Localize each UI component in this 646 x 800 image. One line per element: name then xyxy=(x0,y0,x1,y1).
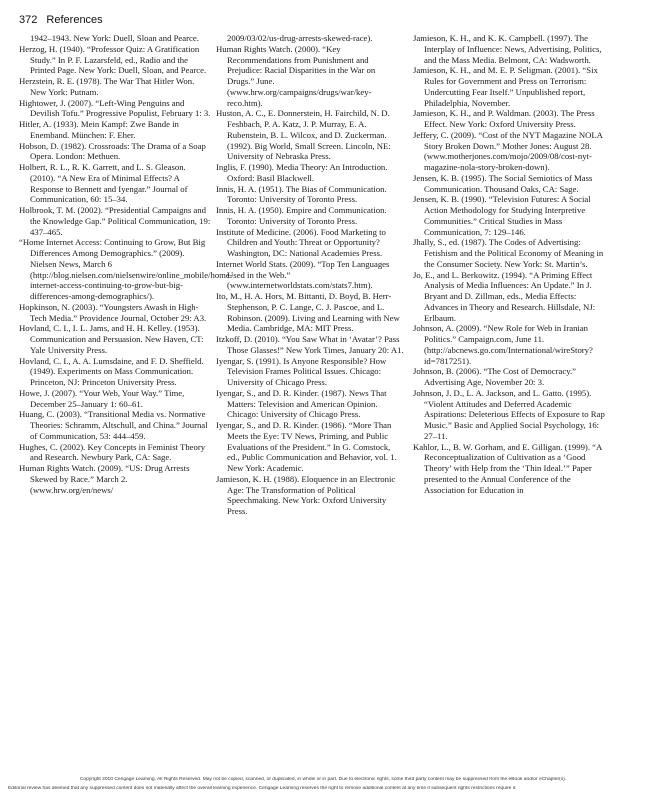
reference-entry: Jamieson, K. H., and K. K. Campbell. (1997). The Interplay of Influence: News, Advertising, Politics, and the Mass Media. Belmont, CA: Wadsworth. xyxy=(413,33,602,65)
reference-entry: Jamieson, K. H., and M. E. P. Seligman. (2001). “Six Rules for Government and Press on Terrorism: Undercutting Fear Itself.” Unpublished report, Philadelphia, November. xyxy=(413,65,598,108)
reference-entry: Jamieson, K. H., and P. Waldman. (2003). The Press Effect. New York: Oxford University Press. xyxy=(413,108,595,129)
reference-column-2 xyxy=(216,33,404,517)
reference-entry: Jensen, K. B. (1990). “Television Futures: A Social Action Methodology for Studying Interpretive Communities.” Critical Studies in Mass Communication, 7: 129–146. xyxy=(413,194,591,237)
reference-entry: Hobson, D. (1982). Crossroads: The Drama of a Soap Opera. London: Methuen. xyxy=(19,140,206,162)
reference-entry: Iyengar, S., and D. R. Kinder. (1986). “More Than Meets the Eye: TV News, Priming, and Public Evaluations of the President.” In G. Comstock, ed., Public Communication and Behavior, vol. 1. New York: Academic. xyxy=(216,420,397,473)
reference-entry: Holbert, R. L., R. K. Garrett, and L. S. Gleason. (2010). “A New Era of Minimal Effects? A Response to Bennett and Iyengar.” Journal of Communication, 60: 15–34. xyxy=(19,162,188,205)
reference-entry: Hitler, A. (1933). Mein Kampf: Zwe Bande in Enemband. München: F. Eher. xyxy=(19,119,179,140)
reference-entry: Hughes, C. (2002). Key Concepts in Feminist Theory and Research. Newbury Park, CA: Sage. xyxy=(19,441,206,463)
section-title: References xyxy=(46,14,103,26)
reference-entry: Internet World Stats. (2009). “Top Ten Languages Used in the Web.” (www.internetworldstats.com/stats7.htm). xyxy=(216,258,390,291)
reference-entry: Human Rights Watch. (2000). “Key Recommendations from Punishment and Prejudice: Racial Disparities in the War on Drugs.” June. (www.hrw.org/campaigns/drugs/war/key-reco.htm). xyxy=(216,43,376,108)
reference-column-3 xyxy=(413,33,605,495)
reference-entry: Jamieson, K. H. (1988). Eloquence in an Electronic Age: The Transformation of Political Speechmaking. New York: Oxford University Press. xyxy=(216,473,396,516)
reference-entry: Huston, A. C., E. Donnerstein, H. Fairchild, N. D. Feshbach, P. A. Katz, J. P. Murray, E. A. Rubenstein, B. L. Wilcox, and D. Zuckerman. (1992). Big World, Small Screen. Lincoln, NE: University of Nebraska Press. xyxy=(216,108,391,162)
reference-entry: Jensen, K. B. (1995). The Social Semiotics of Mass Communication. Thousand Oaks, CA: Sage. xyxy=(413,172,593,194)
running-header xyxy=(19,14,103,26)
reference-entry: Johnson, A. (2009). “New Role for Web in Iranian Politics.” Campaign.com, June 11. (http://abcnews.go.com/International/wireStory?id=7817251). xyxy=(413,323,593,366)
reference-entry: Institute of Medicine. (2006). Food Marketing to Children and Youth: Threat or Opportunity? Washington, DC: National Academies Press. xyxy=(216,226,386,258)
reference-entry: Johnson, B. (2006). “The Cost of Democracy.” Advertising Age, November 20: 3. xyxy=(413,366,577,387)
reference-entry: Herzog, H. (1940). “Professor Quiz: A Gratification Study.” In P. F. Lazarsfeld, ed., Radio and the Printed Page. New York: Duell, Sloan, and Pearce. xyxy=(19,43,207,76)
reference-column-1 xyxy=(19,33,233,495)
reference-entry: Innis, H. A. (1950). Empire and Communication. Toronto: University of Toronto Press. xyxy=(216,205,387,226)
reference-entry: Huang, C. (2003). “Transitional Media vs. Normative Theories: Schramm, Altschull, and China.” Journal of Communication, 53: 444–459. xyxy=(19,409,208,441)
reference-entry: Itzkoff, D. (2010). “You Saw What in ‘Avatar’? Pass Those Glasses!” New York Times, January 20: A1. xyxy=(216,334,404,355)
reference-entry: Iyengar, S. (1991). Is Anyone Responsible? How Television Frames Political Issues. Chicago: University of Chicago Press. xyxy=(216,355,387,387)
reference-entry: Kahlor, L., B. W. Gorham, and E. Gilligan. (1999). “A Reconceptualization of Cultivation as a ‘Good Theory’ with Help from the ‘Thin Ideal.’” Paper presented to the Annual Conference of the Association for Education in xyxy=(413,441,602,495)
reference-entry: Human Rights Watch. (2009). “US: Drug Arrests Skewed by Race.” March 2. (www.hrw.org/en/news/ xyxy=(19,463,190,495)
reference-entry: Innis, H. A. (1951). The Bias of Communication. Toronto: University of Toronto Press. xyxy=(216,183,387,205)
reference-entry: Herzstein, R. E. (1978). The War That Hitler Won. New York: Putnam. xyxy=(19,76,195,97)
reference-entry: Ito, M., H. A. Hors, M. Bittanti, D. Boyd, B. Herr-Stephenson, P. C. Lange, C. J. Pascoe, and L. Robinson. (2009). Living and Learning with New Media. Cambridge, MA: MIT Press. xyxy=(216,291,400,334)
reference-entry: Holbrook, T. M. (2002). “Presidential Campaigns and the Knowledge Gap.” Political Communication, 19: 437–465. xyxy=(19,205,211,237)
reference-entry: Jhally, S., ed. (1987). The Codes of Advertising: Fetishism and the Political Economy of Meaning in the Consumer Society. New York: St. Martin’s. xyxy=(413,237,604,269)
reference-entry: “Home Internet Access: Continuing to Grow, But Big Differences Among Demographics.” (2009). Nielsen News, March 6 (http://blog.nielsen.com/nielsenwire/online_mobile/home-internet-access-continuing-to-grow-but-big-differences-among-demographics/). xyxy=(19,237,233,301)
reference-entry: Inglis, F. (1990). Media Theory: An Introduction. Oxford: Basil Blackwell. xyxy=(216,162,388,183)
copyright-notice: Copyright 2010 Cengage Learning. All Rights Reserved. May not be copied, scanned, or duplicated, in whole or in part. Due to electronic rights, some third party content may be suppressed from the eBook and/or eChapter(s). xyxy=(79,777,567,782)
reference-entry: 2009/03/02/us-drug-arrests-skewed-race). xyxy=(227,33,373,43)
reference-entry: Hopkinson, N. (2003). “Youngsters Awash in High-Tech Media.” Providence Journal, October 29: A3. xyxy=(19,301,207,323)
reference-entry: Hightower, J. (2007). “Left-Wing Penguins and Devilish Tofu.” Progressive Populist, February 1: 3. xyxy=(19,97,211,119)
page-number: 372 xyxy=(19,14,38,26)
reference-entry: Jeffery, C. (2009). “Cost of the NYT Magazine NOLA Story Broken Down.” Mother Jones: August 28. (www.motherjones.com/mojo/2009/08/cost-nyt-magazine-nola-story-broken-down). xyxy=(413,129,603,172)
reference-entry: 1942–1943. New York: Duell, Sloan and Pearce. xyxy=(30,33,199,43)
reference-entry: Howe, J. (2007). “Your Web, Your Way.” Time, December 25–January 1: 60–61. xyxy=(19,387,185,409)
reference-entry: Jo, E., and L. Berkowitz. (1994). “A Priming Effect Analysis of Media Influences: An Update.” In J. Bryant and D. Zillman, eds., Media Effects: Advances in Theory and Research. Hillsdale, NJ: Erlbaum. xyxy=(413,269,596,323)
reference-entry: Iyengar, S., and D. R. Kinder. (1987). News That Matters: Television and American Opinion. Chicago: University of Chicago Press. xyxy=(216,387,387,420)
reference-entry: Hovland, C. I., I. L. Jams, and H. H. Kelley. (1953). Communication and Persuasion. New Haven, CT: Yale University Press. xyxy=(19,323,204,355)
reference-entry: Hovland, C. I., A. A. Lumsdaine, and F. D. Sheffield. (1949). Experiments on Mass Communication. Princeton, NJ: Princeton University Press. xyxy=(19,355,204,387)
reference-entry: Johnson, J. D., L. A. Jackson, and L. Gatto. (1995). “Violent Attitudes and Deferred Academic Aspirations: Deleterious Effects of Exposure to Rap Music.” Basic and Applied Social Psychology, 16: 27–11. xyxy=(413,387,605,441)
editorial-notice: Editorial review has deemed that any suppressed content does not materially affect the overall learning experience. Cengage Learning reserves the right to remove additional content at any time if subsequent rights restrictions require it. xyxy=(8,786,517,791)
